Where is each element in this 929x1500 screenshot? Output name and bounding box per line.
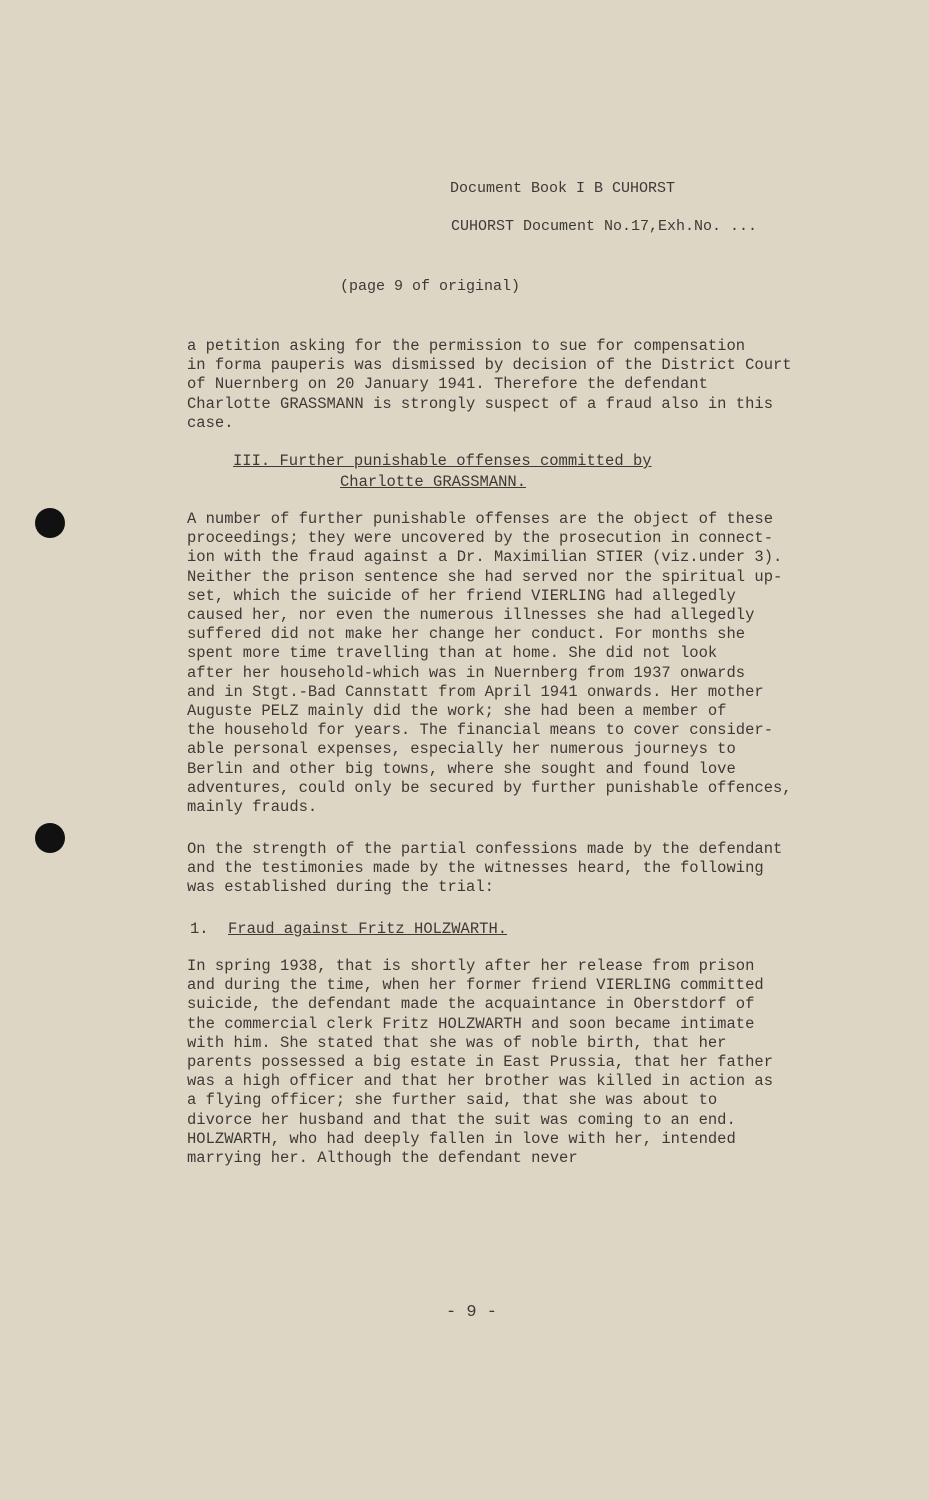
text-line: was a high officer and that her brother was killed in action as xyxy=(187,1072,773,1091)
text-line: and during the time, when her former friend VIERLING committed xyxy=(187,976,764,995)
text-line: On the strength of the partial confessions made by the defendant xyxy=(187,840,783,858)
paragraph-holzwarth-fraud xyxy=(187,957,817,1168)
text-line: In spring 1938, that is shortly after her release from prison xyxy=(187,957,755,975)
text-line: adventures, could only be secured by further punishable offences, xyxy=(187,778,792,797)
text-line: mainly frauds. xyxy=(187,798,318,817)
text-line: Charlotte GRASSMANN is strongly suspect of a fraud also in this xyxy=(187,394,773,413)
text-line: Berlin and other big towns, where she sought and found love xyxy=(187,759,736,778)
text-line: a petition asking for the permission to sue for compensation xyxy=(187,337,746,355)
text-line: a flying officer; she further said, that she was about to xyxy=(187,1091,718,1110)
text-line: Neither the prison sentence she had served nor the spiritual up- xyxy=(187,567,783,586)
text-line: A number of further punishable offenses are the object of these xyxy=(187,510,773,528)
text-line: case. xyxy=(187,413,234,432)
punch-hole xyxy=(35,823,65,853)
section-heading: III. Further punishable offenses committed by xyxy=(233,452,652,470)
text-line: proceedings; they were uncovered by the prosecution in connect- xyxy=(187,529,773,548)
text-line: was established during the trial: xyxy=(187,878,494,897)
text-line: in forma pauperis was dismissed by decision of the District Court xyxy=(187,356,792,375)
text-line: with him. She stated that she was of noble birth, that her xyxy=(187,1033,727,1052)
text-line: spent more time travelling than at home. She did not look xyxy=(187,644,718,663)
text-line: divorce her husband and that the suit was coming to an end. xyxy=(187,1110,736,1129)
text-line: of Nuernberg on 20 January 1941. Therefore the defendant xyxy=(187,375,708,394)
paragraph-further-offenses xyxy=(187,510,817,817)
punch-hole xyxy=(35,508,65,538)
text-line: set, which the suicide of her friend VIERLING had allegedly xyxy=(187,586,736,605)
text-line: ion with the fraud against a Dr. Maximilian STIER (viz.under 3). xyxy=(187,548,783,567)
text-line: the commercial clerk Fritz HOLZWARTH and soon became intimate xyxy=(187,1014,755,1033)
page-number: - 9 - xyxy=(446,1303,498,1322)
text-line: suffered did not make her change her conduct. For months she xyxy=(187,625,746,644)
subsection-heading: Fraud against Fritz HOLZWARTH. xyxy=(228,920,508,938)
page-of-original: (page 9 of original) xyxy=(340,278,521,295)
paragraph-fraud-conclusion xyxy=(187,337,817,433)
text-line: and in Stgt.-Bad Cannstatt from April 1941 onwards. Her mother xyxy=(187,682,764,701)
text-line: suicide, the defendant made the acquaintance in Oberstdorf of xyxy=(187,995,755,1014)
section-heading-cont: Charlotte GRASSMANN. xyxy=(340,473,527,491)
document-reference: CUHORST Document No.17,Exh.No. ... xyxy=(451,218,758,235)
text-line: marrying her. Although the defendant never xyxy=(187,1149,578,1168)
text-line: parents possessed a big estate in East Prussia, that her father xyxy=(187,1053,773,1072)
text-line: able personal expenses, especially her numerous journeys to xyxy=(187,740,736,759)
text-line: Auguste PELZ mainly did the work; she had been a member of xyxy=(187,702,727,721)
text-line: HOLZWARTH, who had deeply fallen in love with her, intended xyxy=(187,1129,736,1148)
book-reference: Document Book I B CUHORST xyxy=(450,180,676,197)
paragraph-trial-findings xyxy=(187,840,817,898)
text-line: and the testimonies made by the witnesses heard, the following xyxy=(187,859,764,878)
text-line: caused her, nor even the numerous illnesses she had allegedly xyxy=(187,606,755,625)
subsection-number: 1. xyxy=(190,920,209,938)
text-line: after her household-which was in Nuernberg from 1937 onwards xyxy=(187,663,746,682)
text-line: the household for years. The financial means to cover consider- xyxy=(187,721,773,740)
